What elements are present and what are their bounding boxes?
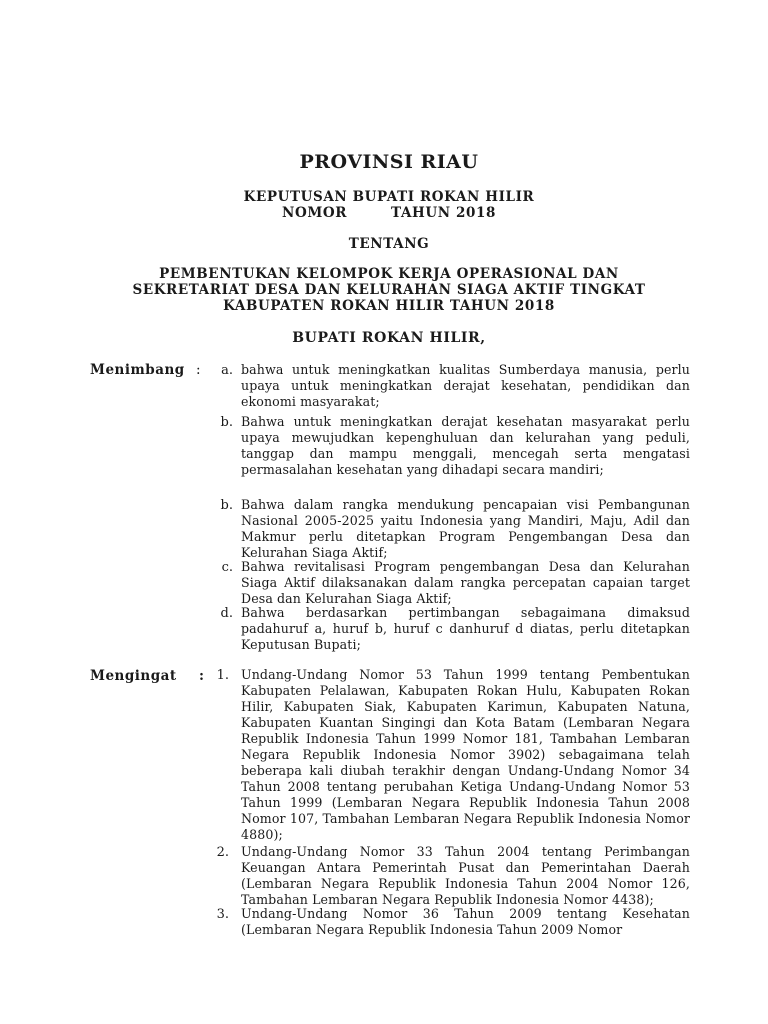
item-text: Bahwa revitalisasi Program pengembangan Desa dan Kelurahan Siaga Aktif dilaksanakan dalam rangka percepatan capaian target Desa dan Kelurahan Siaga Aktif; [241, 559, 690, 606]
item-text: Undang-Undang Nomor 33 Tahun 2004 tentang Perimbangan Keuangan Antara Pemerintah Pusat dan Pemerintahan Daerah (Lembaran Negara Republik Indonesia Tahun 2004 Nomor 126, Tambahan Lembaran Negara Republik Indonesia Nomor 4438); [241, 844, 690, 907]
item-marker: 2. [216, 845, 229, 860]
tentang-heading: TENTANG [348, 236, 430, 252]
item-marker: b. [220, 498, 233, 513]
menimbang-colon: : [196, 362, 201, 378]
subject-line-1: PEMBENTUKAN KELOMPOK KERJA OPERASIONAL DAN [159, 266, 619, 282]
province-title: PROVINSI RIAU [299, 151, 479, 173]
year-label: TAHUN 2018 [391, 205, 496, 221]
subject-line-3: KABUPATEN ROKAN HILIR TAHUN 2018 [223, 298, 555, 314]
mengingat-label: Mengingat [90, 668, 177, 684]
item-marker: b. [220, 415, 233, 430]
item-text: Undang-Undang Nomor 36 Tahun 2009 tentang Kesehatan (Lembaran Negara Republik Indonesia Tahun 2009 Nomor [241, 906, 690, 937]
item-text: Bahwa dalam rangka mendukung pencapaian visi Pembangunan Nasional 2005-2025 yaitu Indonesia yang Mandiri, Maju, Adil dan Makmur perlu ditetapkan Program Pengembangan Desa dan Kelurahan Siaga Aktif; [241, 497, 690, 560]
menimbang-label: Menimbang [90, 362, 185, 378]
item-text: Bahwa berdasarkan pertimbangan sebagaimana dimaksud padahuruf a, huruf b, huruf c danhuruf d diatas, perlu ditetapkan Keputusan Bupati; [241, 605, 690, 652]
item-marker: a. [221, 363, 233, 378]
item-marker: c. [221, 560, 233, 575]
nomor-label: NOMOR [282, 205, 348, 221]
item-marker: 3. [216, 907, 229, 922]
issuer-line: BUPATI ROKAN HILIR, [292, 330, 486, 346]
subject-line-2: SEKRETARIAT DESA DAN KELURAHAN SIAGA AKTIF TINGKAT [132, 282, 646, 298]
item-marker: d. [220, 606, 233, 621]
decree-number [0, 205, 768, 221]
item-text: Bahwa untuk meningkatkan derajat kesehatan masyarakat perlu upaya mewujudkan kepenghuluan dan kelurahan yang peduli, tanggap dan mampu menggali, mencegah serta mengatasi permasalahan kesehatan yang dihadapi secara mandiri; [241, 414, 690, 477]
item-text: Undang-Undang Nomor 53 Tahun 1999 tentang Pembentukan Kabupaten Pelalawan, Kabupaten Rokan Hulu, Kabupaten Rokan Hilir, Kabupaten Siak, Kabupaten Karimun, Kabupaten Natuna, Kabupaten Kuantan Singingi dan Kota Batam (Lembaran Negara Republik Indonesia Tahun 1999 Nomor 181, Tambahan Lembaran Negara Republik Indonesia Nomor 3902) sebagaimana telah beberapa kali diubah terakhir dengan Undang-Undang Nomor 34 Tahun 2008 tentang perubahan Ketiga Undang-Undang Nomor 53 Tahun 1999 (Lembaran Negara Republik Indonesia Tahun 2008 Nomor 107, Tambahan Lembaran Negara Republik Indonesia Nomor 4880); [241, 667, 690, 842]
item-text: bahwa untuk meningkatkan kualitas Sumberdaya manusia, perlu upaya untuk meningkatkan derajat kesehatan, pendidikan dan ekonomi masyarakat; [241, 362, 690, 409]
decree-title: KEPUTUSAN BUPATI ROKAN HILIR [243, 189, 535, 205]
mengingat-colon: : [199, 668, 204, 684]
item-marker: 1. [216, 668, 229, 683]
